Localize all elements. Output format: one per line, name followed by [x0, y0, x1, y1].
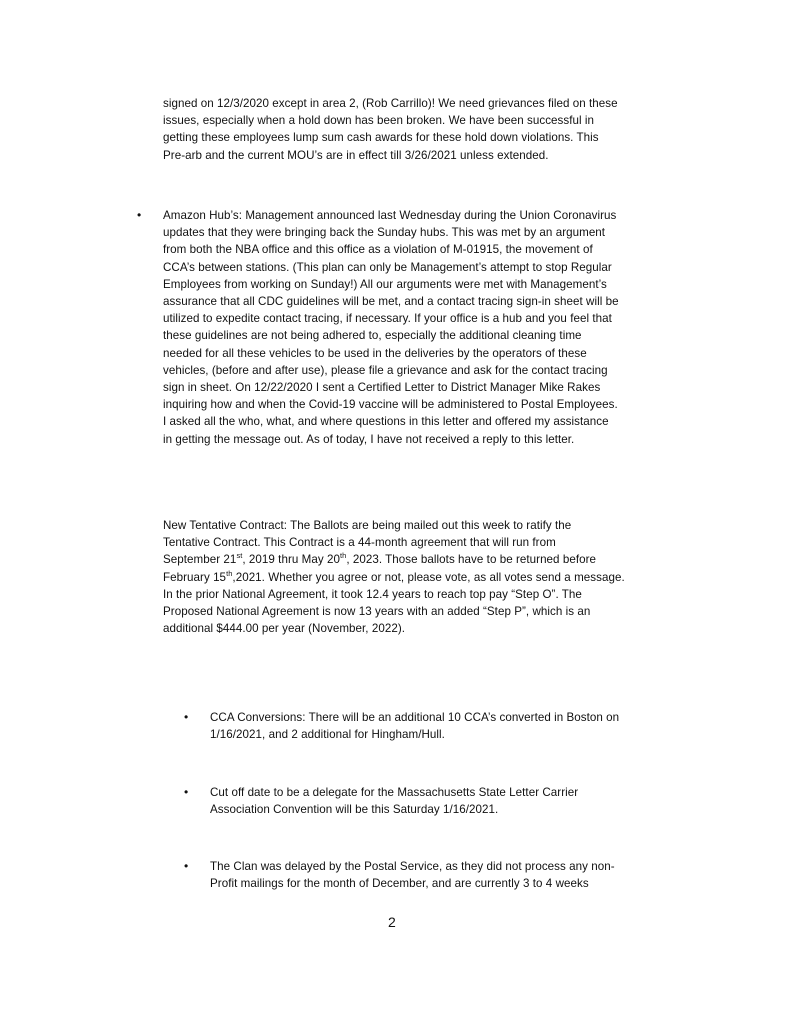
contract-line: Tentative Contract. This Contract is a 44-month agreement that will run from [163, 536, 556, 550]
contract-text: , 2023. Those ballots have to be returned before [346, 553, 597, 567]
contract-text: In the prior National Agreement, it took 12.4 years to reach top pay “Step O”. The Proposed National Agreement is now 13 years with an added “Step P”, which is an additional $444.00 per year (November, 2022). [163, 587, 591, 636]
contract-text: ,2021. Whether you agree or not, please vote, as all votes send a message. [232, 570, 625, 584]
ordinal-suffix: th [226, 568, 233, 578]
bullet-marker: • [184, 859, 189, 873]
ordinal-suffix: st [236, 551, 243, 561]
page-number: 2 [388, 914, 396, 930]
paragraph-new-tentative-contract [163, 517, 643, 637]
contract-text: , 2019 thru May 20 [242, 553, 340, 567]
paragraph-amazon-hubs: Amazon Hub’s: Management announced last Wednesday during the Union Coronavirus updates that they were bringing back the Sunday hubs. This was met by an argument from both the NBA office and this office as a violation of M-01915, the movement of CCA’s between stations. (This plan can only be Management’s attempt to stop Regular Employees from working on Sunday!) All our arguments were met with Management’s assurance that all CDC guidelines will be met, and a contact tracing sign-in sheet will be utilized to expedite contact tracing, if necessary. If your office is a hub and you feel that these guidelines are not being adhered to, especially the additional cleaning time needed for all these vehicles to be used in the deliveries by the operators of these vehicles, (before and after use), please file a grievance and ask for the contact tracing sign in sheet. On 12/22/2020 I sent a Certified Letter to District Manager Mike Rakes inquiring how and when the Covid-19 vaccine will be administered to Postal Employees. I asked all the who, what, and where questions in this letter and offered my assistance in getting the message out. As of today, I have not received a reply to this letter. [163, 209, 619, 446]
contract-line [163, 553, 596, 566]
bullet-marker: • [184, 710, 189, 724]
contract-text: February 15 [163, 570, 227, 584]
paragraph-hold-down-continuation: signed on 12/3/2020 except in area 2, (Rob Carrillo)! We need grievances filed on these issues, especially when a hold down has been broken. We have been successful in getting these employees lump sum cash awards for these hold down violations. This Pre-arb and the current MOU’s are in effect till 3/26/2021 unless extended. [163, 97, 618, 162]
contract-line: New Tentative Contract: The Ballots are being mailed out this week to ratify the [163, 519, 572, 532]
contract-text: September 21 [163, 553, 237, 567]
ordinal-suffix: th [339, 551, 347, 561]
paragraph-clan-delay: The Clan was delayed by the Postal Service, as they did not process any non- Profit mailings for the month of December, and are currently 3 to 4 weeks [210, 860, 615, 891]
contract-line [163, 568, 625, 584]
bullet-marker: • [137, 208, 142, 222]
paragraph-delegate-cutoff: Cut off date to be a delegate for the Massachusetts State Letter Carrier Association Convention will be this Saturday 1/16/2021. [210, 786, 579, 817]
paragraph-cca-conversions: CCA Conversions: There will be an additional 10 CCA’s converted in Boston on 1/16/2021, and 2 additional for Hingham/Hull. [210, 711, 620, 742]
bullet-marker: • [184, 785, 189, 799]
